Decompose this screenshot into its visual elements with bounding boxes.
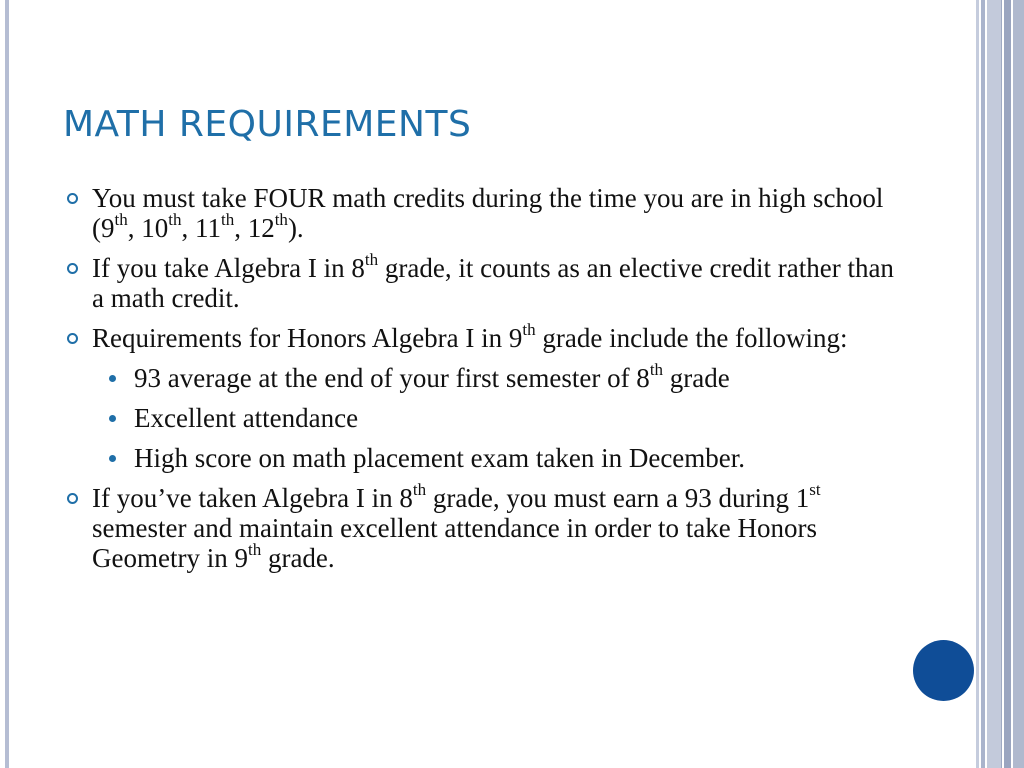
text: grade include the following: <box>535 323 848 353</box>
dot-bullet-icon <box>109 455 116 462</box>
ordinal-suffix: th <box>220 210 235 229</box>
text: , 10 <box>127 213 169 243</box>
stripe <box>987 0 1001 768</box>
ordinal-suffix: th <box>114 210 128 229</box>
ordinal-suffix: th <box>274 210 288 229</box>
ordinal-suffix: th <box>168 210 182 229</box>
text: ). <box>287 213 304 243</box>
text: Excellent attendance <box>134 403 359 433</box>
stripe <box>976 0 979 768</box>
bullet-item <box>64 250 894 313</box>
sub-bullet-item <box>64 403 894 433</box>
ordinal-suffix: th <box>522 320 536 339</box>
sub-bullet-item <box>64 443 894 473</box>
ordinal-suffix: th <box>247 540 262 559</box>
dot-bullet-icon <box>109 415 116 422</box>
slide-title: MATH REQUIREMENTS <box>63 104 472 145</box>
text: grade, it counts as an elective credit rather than a math credit. <box>92 253 894 313</box>
dot-bullet-icon <box>109 375 116 382</box>
ring-bullet-icon <box>67 333 78 344</box>
text: grade. <box>261 543 335 573</box>
text: , 12 <box>234 213 275 243</box>
text: Requirements for Honors Algebra I in 9 <box>92 323 523 353</box>
text: , 11 <box>181 213 221 243</box>
text: semester and maintain excellent attendance in order to take Honors Geometry in 9 <box>92 513 817 573</box>
stripe <box>1013 0 1024 768</box>
ordinal-suffix: th <box>649 360 664 379</box>
text: If you’ve taken Algebra I in 8 <box>92 483 413 513</box>
text: grade <box>663 363 730 393</box>
decorative-circle <box>913 640 974 701</box>
ordinal-suffix: th <box>364 250 379 269</box>
slide-body <box>64 183 894 583</box>
right-decorative-stripes <box>976 0 1024 768</box>
text: If you take Algebra I in 8 <box>92 253 365 283</box>
text: grade, you must earn a 93 during 1 <box>426 483 810 513</box>
left-frame-line <box>5 0 9 768</box>
stripe <box>981 0 985 768</box>
ordinal-suffix: st <box>809 480 821 499</box>
ring-bullet-icon <box>67 263 78 274</box>
text: High score on math placement exam taken in December. <box>134 443 746 473</box>
sub-bullet-item <box>64 360 894 393</box>
bullet-item <box>64 183 894 243</box>
bullet-item <box>64 480 894 573</box>
text: 93 average at the end of your first semester of 8 <box>134 363 650 393</box>
ordinal-suffix: th <box>412 480 427 499</box>
ring-bullet-icon <box>67 193 78 204</box>
text: You must take FOUR math credits during the time you are in high school (9 <box>92 183 884 243</box>
ring-bullet-icon <box>67 493 78 504</box>
stripe <box>1004 0 1011 768</box>
stripe <box>1001 0 1002 768</box>
bullet-item <box>64 320 894 353</box>
